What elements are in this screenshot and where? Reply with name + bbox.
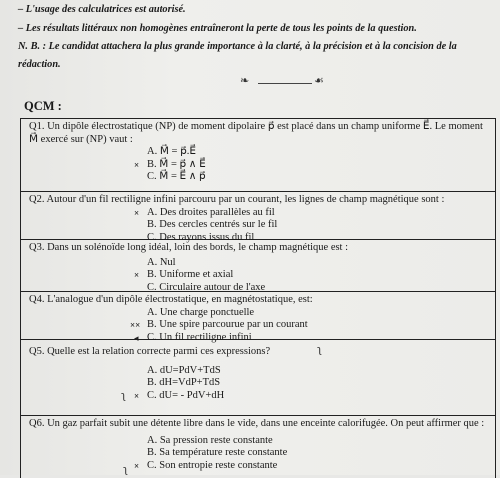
- section-title: QCM :: [24, 99, 62, 113]
- question-text: Q3. Dans un solénoïde long idéal, loin des bords, le champ magnétique est :: [29, 242, 349, 253]
- rule-calculators: – L'usage des calculatrices est autorisé.: [18, 4, 186, 15]
- question-text: Q1. Un dipôle électrostatique (NP) de moment dipolaire p⃗ est placé dans un champ uniforme E⃗. Le moment M⃗ exercé sur (NP) vaut :: [29, 121, 483, 145]
- answer-mark: ◂: [134, 332, 139, 343]
- ornament-right-icon: ☙: [314, 75, 324, 87]
- option-a: A. Une charge ponctuelle: [147, 306, 255, 318]
- answer-mark: ×: [134, 207, 140, 218]
- separator-line: [258, 83, 312, 84]
- instructions: [18, 0, 488, 74]
- rule-units: – Les résultats littéraux non homogènes entraîneront la perte de tous les points de la question.: [18, 23, 417, 34]
- option-a: A. Nul: [147, 256, 176, 268]
- handwritten-mark-icon: ʅ: [317, 343, 323, 356]
- option-c: C. Des rayons issus du fil: [147, 231, 255, 243]
- question-2: [21, 192, 495, 243]
- option-a: × A. Des droites parallèles au fil: [134, 206, 275, 218]
- answer-mark: ×: [134, 390, 140, 401]
- option-a: A. Sa pression reste constante: [147, 434, 273, 446]
- question-6: [21, 416, 495, 478]
- ornament-left-icon: ❧: [240, 75, 250, 87]
- option-b: B. dH=VdP+TdS: [147, 377, 221, 388]
- answer-mark: ×: [134, 270, 140, 280]
- question-1: [21, 119, 495, 192]
- question-text: Q6. Un gaz parfait subit une détente libre dans le vide, dans une enceinte calorifugée. On peut affirmer que :: [29, 418, 485, 429]
- question-text: Q5. Quelle est la relation correcte parmi ces expressions?: [29, 346, 271, 357]
- option-b: × B. M⃗ = p⃗ ∧ E⃗: [134, 158, 206, 170]
- question-text: Q4. L'analogue d'un dipôle électrostatique, en magnétostatique, est:: [29, 294, 313, 305]
- option-a: A. M⃗ = p⃗.E⃗: [147, 146, 196, 157]
- option-b: B. Des cercles centrés sur le fil: [147, 219, 278, 230]
- option-a: A. dU=PdV+TdS: [147, 364, 221, 376]
- question-3: [21, 240, 495, 292]
- option-c: C. Circulaire autour de l'axe: [147, 281, 266, 293]
- answer-mark: ×: [134, 159, 140, 170]
- qcm-table: [20, 118, 496, 478]
- option-c: × C. Son entropie reste constante: [134, 459, 278, 471]
- answer-mark: ×: [134, 460, 140, 471]
- question-5: [21, 340, 495, 416]
- option-b: B. Sa température reste constante: [147, 447, 288, 458]
- option-c: × C. dU= - PdV+dH: [134, 389, 225, 401]
- question-4: [21, 292, 495, 343]
- answer-mark: ××: [130, 320, 141, 330]
- rule-nb: N. B. : Le candidat attachera la plus grande importance à la clarté, à la précision et à la concision de la rédaction.: [18, 41, 457, 70]
- option-b: ×× B. Une spire parcourue par un courant: [130, 319, 308, 330]
- handwritten-mark-icon: ʅ: [123, 463, 129, 476]
- option-c: ◂ C. Un fil rectiligne infini: [134, 331, 252, 343]
- question-text: Q2. Autour d'un fil rectiligne infini parcouru par un courant, les lignes de champ magnétique sont :: [29, 194, 445, 205]
- option-c: C. M⃗ = E⃗ ∧ p⃗: [147, 171, 206, 182]
- option-b: × B. Uniforme et axial: [134, 269, 234, 280]
- handwritten-mark-icon: ʅ: [121, 389, 127, 402]
